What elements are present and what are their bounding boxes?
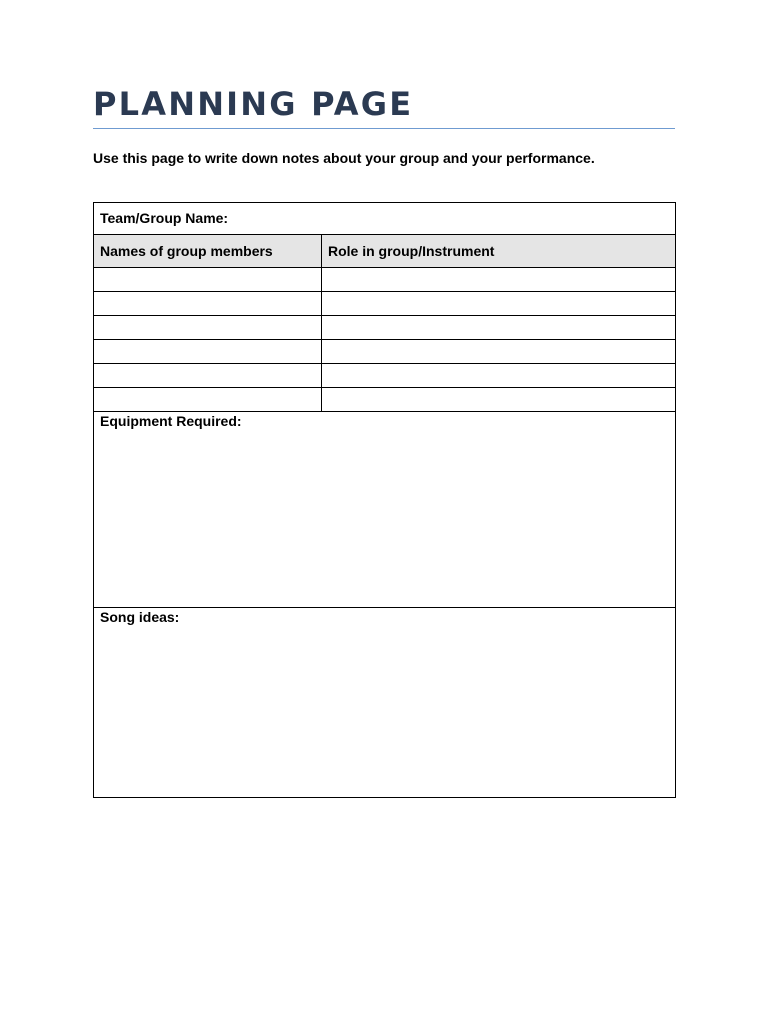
equipment-label: Equipment Required: xyxy=(100,413,242,429)
team-name-label: Team/Group Name: xyxy=(100,210,229,226)
song-ideas-label: Song ideas: xyxy=(100,609,180,625)
member-name-cell[interactable] xyxy=(94,268,322,292)
page-title: PLANNING PAGE xyxy=(93,85,414,123)
member-name-cell[interactable] xyxy=(94,364,322,388)
team-name-row xyxy=(94,203,676,235)
table-row xyxy=(94,364,676,388)
member-role-cell[interactable] xyxy=(322,388,676,412)
member-role-cell[interactable] xyxy=(322,364,676,388)
member-role-cell[interactable] xyxy=(322,340,676,364)
header-member-names: Names of group members xyxy=(94,235,322,268)
member-name-cell[interactable] xyxy=(94,388,322,412)
table-header-row xyxy=(94,235,676,268)
member-role-cell[interactable] xyxy=(322,316,676,340)
member-role-cell[interactable] xyxy=(322,292,676,316)
equipment-field[interactable] xyxy=(94,412,676,608)
header-role: Role in group/Instrument xyxy=(322,235,676,268)
title-divider xyxy=(93,128,675,129)
table-row xyxy=(94,292,676,316)
planning-form xyxy=(93,202,676,798)
member-name-cell[interactable] xyxy=(94,316,322,340)
table-row xyxy=(94,388,676,412)
member-role-cell[interactable] xyxy=(322,268,676,292)
intro-text: Use this page to write down notes about your group and your performance. xyxy=(93,150,595,166)
song-ideas-row xyxy=(94,608,676,798)
member-name-cell[interactable] xyxy=(94,292,322,316)
member-name-cell[interactable] xyxy=(94,340,322,364)
table-row xyxy=(94,268,676,292)
table-row xyxy=(94,316,676,340)
equipment-row xyxy=(94,412,676,608)
table-row xyxy=(94,340,676,364)
song-ideas-field[interactable] xyxy=(94,608,676,798)
team-name-field[interactable] xyxy=(94,203,676,235)
